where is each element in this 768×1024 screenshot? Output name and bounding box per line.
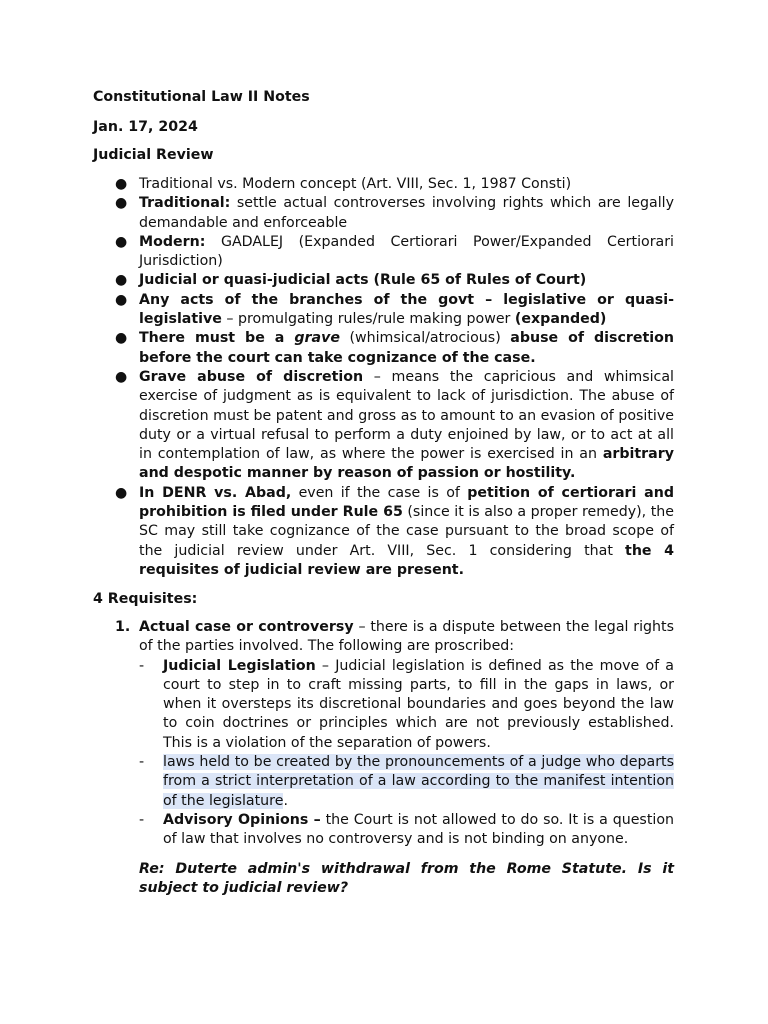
bullet-bold: Any acts of the branches of the govt – legislative or quasi-legislative — [139, 291, 674, 328]
case-question: Re: Duterte admin's withdrawal from the Rome Statute. Is it subject to judicial review? — [139, 861, 674, 897]
section-heading: Judicial Review — [93, 147, 214, 163]
requisites-heading: 4 Requisites: — [93, 591, 198, 607]
bullet-item — [115, 233, 674, 272]
bullet-bold: Modern: — [139, 233, 206, 250]
bullet-icon: ● — [115, 291, 128, 308]
dash-marker: - — [139, 754, 145, 771]
bullet-bold: In DENR vs. Abad, — [139, 484, 292, 501]
bullet-icon: ● — [115, 368, 128, 385]
bullet-bold: There must be a — [139, 330, 295, 347]
bullet-icon: ● — [115, 484, 128, 501]
bullet-icon: ● — [115, 195, 128, 212]
highlighted-text: laws held to be created by the pronouncements of a judge who departs from a strict interpretation of a law according to the manifest intention of the legislature — [163, 754, 674, 809]
bullet-text: – means the capricious and whimsical exercise of judgment as is equivalent to lack of jurisdiction. The abuse of discretion must be patent and gross as to amount to an evasion of positive duty or a virtual refusal to perform a duty enjoined by law, or to act at all in contemplation of law, as where the power is exercised in an — [139, 368, 674, 463]
bullet-text: – promulgating rules/rule making power — [221, 311, 515, 328]
sub-text: the Court is not allowed to do so. It is a question of law that involves no controversy and is not binding on anyone. — [163, 811, 674, 848]
bullet-bold: abuse of discretion before the court can take cognizance of the case. — [139, 330, 674, 366]
bullet-item — [115, 175, 674, 194]
requisite-body: – there is a dispute between the legal rights of the parties involved. The following are proscribed: — [139, 619, 675, 655]
bullet-bold: Traditional: — [139, 195, 231, 212]
bullet-list — [115, 175, 675, 580]
requisite-text — [139, 618, 674, 657]
document-title: Constitutional Law II Notes — [93, 89, 310, 105]
bullet-icon: ● — [115, 330, 128, 347]
sub-text: . — [283, 792, 288, 809]
bullet-text: even if the case is of — [291, 484, 468, 501]
bullet-icon: ● — [115, 233, 128, 250]
document-date: Jan. 17, 2024 — [93, 119, 198, 135]
bullet-item — [115, 484, 675, 580]
sub-item — [139, 811, 674, 850]
sub-text: – Judicial legislation is defined as the move of a court to step in to craft missing parts, to fill in the gaps in laws, or when it oversteps its discretional boundaries and goes beyond the law to coin doctrines or principles which are not previously established. This is a violation of the separation of powers. — [163, 657, 674, 751]
bullet-item — [115, 194, 674, 233]
sub-item — [139, 753, 674, 811]
bullet-bold: (expanded) — [514, 311, 607, 328]
bullet-bold-italic: grave — [294, 330, 340, 347]
bullet-item — [115, 271, 674, 290]
sub-list — [139, 657, 674, 850]
bullet-icon: ● — [115, 272, 128, 289]
requisite-item — [115, 618, 675, 850]
sub-bold: Advisory Opinions – — [163, 811, 321, 828]
bullet-text: GADALEJ (Expanded Certiorari Power/Expanded Certiorari Jurisdiction) — [139, 233, 674, 270]
bullet-bold: Judicial or quasi-judicial acts (Rule 65 of Rules of Court) — [139, 272, 587, 289]
bullet-text: settle actual controverses involving rights which are legally demandable and enforceable — [139, 195, 674, 231]
bullet-text: (since it is also a proper remedy), the SC may still take cognizance of the case pursuant to the broad scope of the judicial review under Art. VIII, Sec. 1 considering that — [139, 504, 675, 559]
bullet-text: Traditional vs. Modern concept (Art. VIII, Sec. 1, 1987 Consti) — [139, 176, 572, 192]
bullet-item — [115, 368, 674, 484]
sub-item — [139, 657, 674, 753]
bullet-bold: Grave abuse of discretion — [139, 368, 364, 385]
bullet-item — [115, 329, 674, 368]
sub-bold: Judicial Legislation — [163, 657, 316, 674]
bullet-text: (whimsical/atrocious) — [339, 330, 511, 347]
dash-marker: - — [139, 811, 145, 828]
requisite-bold: Actual case or controversy — [139, 619, 354, 635]
requisite-number: 1. — [115, 619, 131, 635]
dash-marker: - — [139, 657, 145, 674]
bullet-bold: the 4 requisites of judicial review are present. — [139, 542, 674, 578]
bullet-icon: ● — [115, 176, 128, 192]
bullet-bold: petition of certiorari and prohibition is filed under Rule 65 — [139, 484, 674, 521]
bullet-item — [115, 291, 674, 330]
bullet-bold: arbitrary and despotic manner by reason of passion or hostility. — [139, 446, 674, 482]
